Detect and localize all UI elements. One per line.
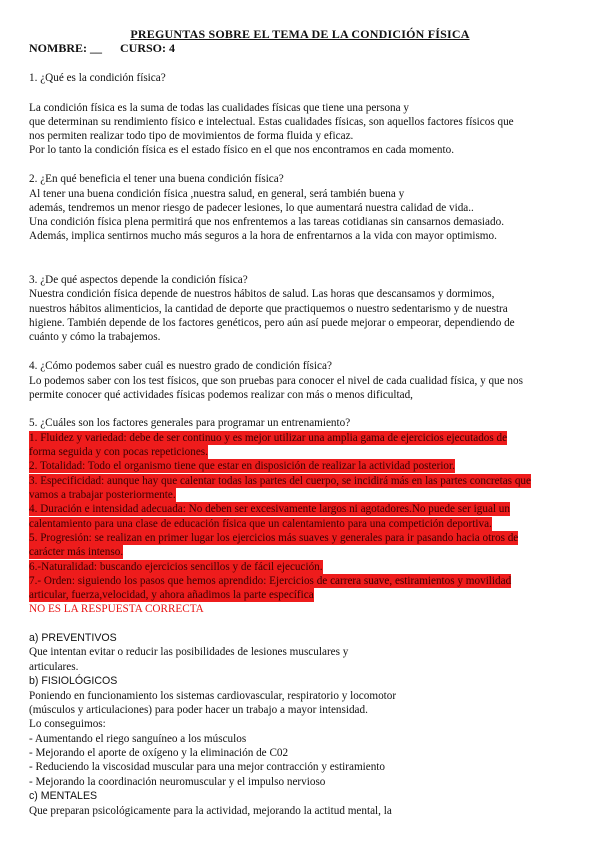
section-c-line: Que preparan psicológicamente para la actividad, mejorando la actitud mental, la [29,805,392,817]
highlighted-answer-line: calentamiento para una clase de educación física que un calentamiento para una competición deportiva. [29,518,492,530]
section-a-line: articulares. [29,661,79,673]
answer-1-line: que determinan su rendimiento físico e intelectual. Estas cualidades físicas, son aquellos factores físicos que [29,116,514,128]
section-a-line: Que intentan evitar o reducir las posibilidades de lesiones musculares y [29,646,349,658]
highlighted-answer-line: carácter más intenso. [29,546,124,558]
section-b-line: - Mejorando el aporte de oxígeno y la eliminación de C02 [29,747,289,759]
question-2: 2. ¿En qué beneficia el tener una buena condición física? [29,173,284,185]
section-b-line: (músculos y articulaciones) para poder hacer un trabajo a mayor intensidad. [29,704,368,716]
highlighted-answer-line: 6.-Naturalidad: buscando ejercicios sencillos y de fácil ejecución. [29,561,323,573]
answer-1-line: nos permiten realizar todo tipo de movimientos de forma fluida y eficaz. [29,130,354,142]
section-b-line: - Mejorando la coordinación neuromuscular y el impulso nervioso [29,776,326,788]
incorrect-answer-note: NO ES LA RESPUESTA CORRECTA [29,603,204,615]
question-5: 5. ¿Cuáles son los factores generales para programar un entrenamiento? [29,417,351,429]
highlighted-answer-line: 7.- Orden: siguiendo los pasos que hemos aprendido: Ejercicios de carrera suave, estiramientos y movilidad [29,575,512,587]
section-a-heading: a) PREVENTIVOS [29,632,117,644]
answer-2-line: Una condición física plena permitirá que nos enfrentemos a las tareas cotidianas sin cansarnos demasiado. [29,216,504,228]
document-title: PREGUNTAS SOBRE EL TEMA DE LA CONDICIÓN FÍSICA [130,27,470,41]
section-b-line: - Aumentando el riego sanguíneo a los músculos [29,733,247,745]
highlighted-answer-line: 3. Especificidad: aunque hay que calentar todas las partes del cuerpo, se incidirá más en las partes concretas que [29,475,531,487]
highlighted-answer-line: 5. Progresión: se realizan en primer lugar los ejercicios más suaves y generales para ir pasando hacia otros de [29,532,519,544]
section-c-heading: c) MENTALES [29,790,98,802]
curso-field: CURSO: 4 [120,41,176,55]
highlighted-answer-line: 4. Duración e intensidad adecuada: No deben ser excesivamente largos ni agotadores.No puede ser igual un [29,503,510,515]
highlighted-answer-line: articular, fuerza,velocidad, y ahora añadimos la parte específica [29,589,314,601]
section-b-heading: b) FISIOLÓGICOS [29,675,118,687]
section-b-line: Lo conseguimos: [29,718,106,730]
answer-3-line: Nuestra condición física depende de nuestros hábitos de salud. Las horas que descansamos y dormimos, [29,288,495,300]
answer-1-line: La condición física es la suma de todas las cualidades físicas que tiene una persona y [29,102,409,114]
answer-4-line: permite conocer qué actividades físicas podemos realizar con más o menos dificultad, [29,389,413,401]
section-b-line: - Reduciendo la viscosidad muscular para una mejor contracción y estiramiento [29,761,386,773]
answer-4-line: Lo podemos saber con los test físicos, que son pruebas para conocer el nivel de cada cualidad física, y que nos [29,375,523,387]
highlighted-answer-line: 2. Totalidad: Todo el organismo tiene que estar en disposición de realizar la actividad posterior. [29,460,455,472]
highlighted-answer-line: 1. Fluidez y variedad: debe de ser continuo y es mejor utilizar una amplia gama de ejercicios ejecutados de [29,432,508,444]
nombre-field: NOMBRE: __ [29,41,102,55]
highlighted-answer-line: forma seguida y con pocas repeticiones. [29,446,208,458]
answer-1-line: Por lo tanto la condición física es el estado físico en el que nos encontramos en cada momento. [29,144,454,156]
question-3: 3. ¿De qué aspectos depende la condición física? [29,274,248,286]
question-1: 1. ¿Qué es la condición física? [29,72,166,84]
answer-3-line: higiene. También depende de los factores genéticos, pero aún así puede mejorar o empeorar, dependiendo de [29,317,515,329]
answer-2-line: Al tener una buena condición física ,nuestra salud, en general, será también buena y [29,188,405,200]
highlighted-answer-line: vamos a trabajar posteriormente. [29,489,176,501]
question-4: 4. ¿Cómo podemos saber cuál es nuestro grado de condición física? [29,360,332,372]
section-b-line: Poniendo en funcionamiento los sistemas cardiovascular, respiratorio y locomotor [29,690,397,702]
answer-3-line: nuestros hábitos alimenticios, la cantidad de deporte que practiquemos o nuestro sedentarismo y de nuestra [29,303,508,315]
answer-2-line: Además, implica sentirnos mucho más seguros a la hora de enfrentarnos a la vida con mayor optimismo. [29,230,497,242]
answer-3-line: cuánto y cómo la trabajemos. [29,331,161,343]
answer-2-line: además, tendremos un menor riesgo de padecer lesiones, lo que aumentará nuestra calidad de vida.. [29,202,474,214]
